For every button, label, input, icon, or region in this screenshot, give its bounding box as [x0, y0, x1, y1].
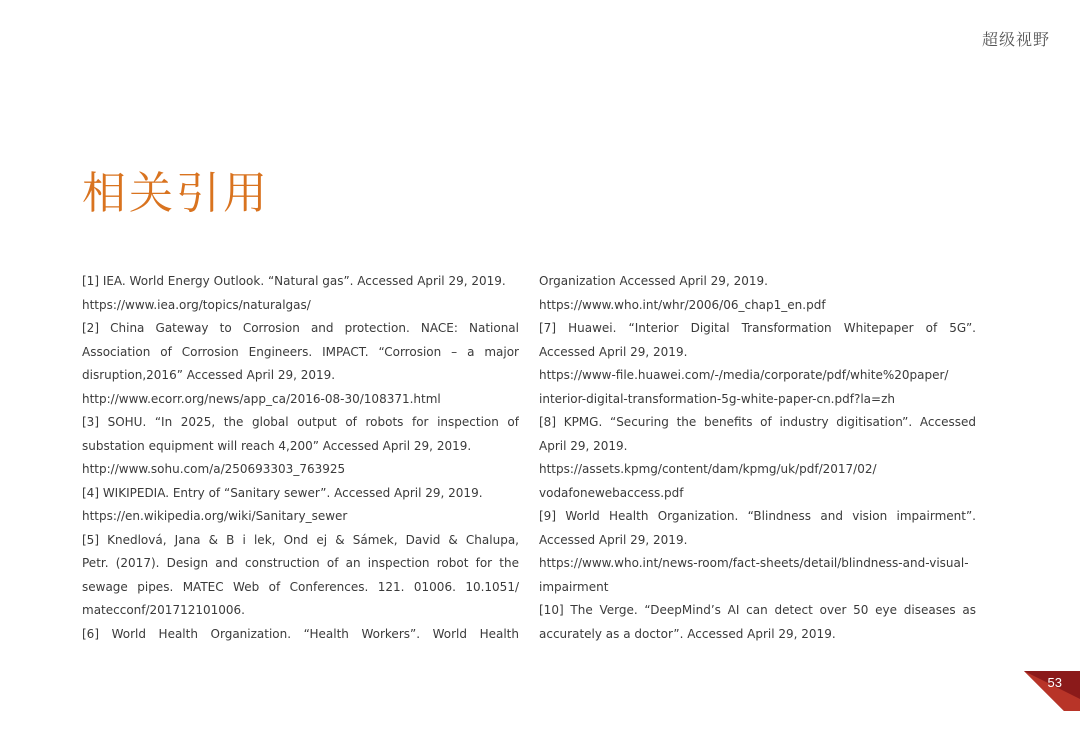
reference-line: [2] China Gateway to Corrosion and protection. NACE: National: [82, 321, 519, 335]
reference-link[interactable]: https://www.who.int/news-room/fact-sheets/detail/blindness-and-visual-: [539, 556, 969, 570]
reference-line: Organization Accessed April 29, 2019.: [539, 274, 768, 288]
reference-link[interactable]: https://www-file.huawei.com/-/media/corporate/pdf/white%20paper/: [539, 368, 949, 382]
header-brand: 超级视野: [981, 30, 1050, 49]
reference-line: [10] The Verge. “DeepMind’s AI can detect over 50 eye diseases as: [539, 603, 976, 617]
reference-line: [1] IEA. World Energy Outlook. “Natural gas”. Accessed April 29, 2019.: [82, 274, 506, 288]
reference-link[interactable]: https://www.who.int/whr/2006/06_chap1_en.pdf: [539, 297, 826, 312]
reference-line: [4] WIKIPEDIA. Entry of “Sanitary sewer”. Accessed April 29, 2019.: [82, 485, 483, 500]
page-title: 相关引用: [82, 168, 270, 219]
reference-line: disruption,2016” Accessed April 29, 2019.: [82, 368, 336, 382]
reference-line: Association of Corrosion Engineers. IMPACT. “Corrosion – a major: [82, 344, 519, 359]
references-left-column: [82, 270, 519, 646]
reference-line: Accessed April 29, 2019.: [539, 344, 688, 359]
reference-link[interactable]: https://assets.kpmg/content/dam/kpmg/uk/pdf/2017/02/: [539, 462, 877, 476]
page-number: 53: [1047, 675, 1062, 690]
reference-link[interactable]: vodafonewebaccess.pdf: [539, 485, 684, 500]
reference-line: matecconf/201712101006.: [82, 603, 245, 617]
references-right-column: [539, 270, 976, 646]
reference-line: [8] KPMG. “Securing the benefits of industry digitisation”. Accessed: [539, 415, 976, 429]
reference-link[interactable]: interior-digital-transformation-5g-white-paper-cn.pdf?la=zh: [539, 391, 895, 406]
reference-line: accurately as a doctor”. Accessed April 29, 2019.: [539, 626, 836, 641]
reference-line: substation equipment will reach 4,200” Accessed April 29, 2019.: [82, 438, 472, 453]
reference-line: [3] SOHU. “In 2025, the global output of robots for inspection of: [82, 415, 519, 429]
reference-link[interactable]: http://www.ecorr.org/news/app_ca/2016-08-30/108371.html: [82, 391, 441, 406]
page-number-badge: [1024, 671, 1080, 711]
reference-line: April 29, 2019.: [539, 438, 628, 453]
reference-line: [9] World Health Organization. “Blindness and vision impairment”.: [539, 509, 976, 523]
reference-link[interactable]: https://en.wikipedia.org/wiki/Sanitary_sewer: [82, 509, 348, 523]
reference-line: Petr. (2017). Design and construction of an inspection robot for the: [82, 556, 519, 570]
reference-link[interactable]: https://www.iea.org/topics/naturalgas/: [82, 297, 311, 312]
reference-line: [7] Huawei. “Interior Digital Transformation Whitepaper of 5G”.: [539, 321, 976, 335]
reference-line: Accessed April 29, 2019.: [539, 532, 688, 547]
reference-line: [6] World Health Organization. “Health Workers”. World Health: [82, 626, 519, 641]
reference-link[interactable]: http://www.sohu.com/a/250693303_763925: [82, 462, 346, 476]
reference-link[interactable]: impairment: [539, 579, 609, 594]
reference-line: [5] Knedlová, Jana & B i lek, Ond ej & Sámek, David & Chalupa,: [82, 532, 519, 547]
reference-line: sewage pipes. MATEC Web of Conferences. 121. 01006. 10.1051/: [82, 579, 519, 594]
